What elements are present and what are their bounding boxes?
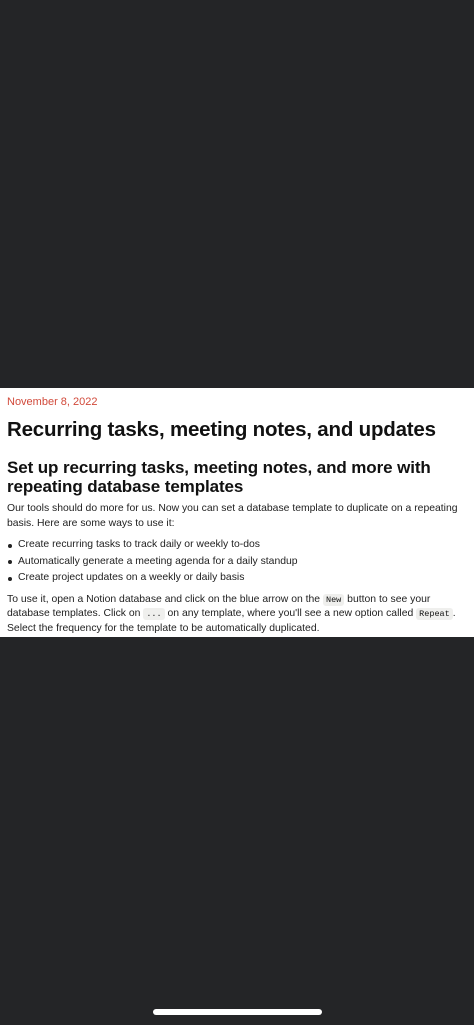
list-item-text: Automatically generate a meeting agenda for a daily standup [18, 555, 298, 567]
use-case-list [7, 537, 467, 587]
article-title: Recurring tasks, meeting notes, and updates [7, 418, 436, 441]
list-item [18, 554, 467, 571]
bullet-icon [8, 544, 12, 548]
usage-paragraph [7, 593, 467, 637]
code-more: ... [143, 608, 164, 620]
home-indicator[interactable] [153, 1009, 322, 1015]
list-item [18, 570, 467, 587]
code-new: New [323, 594, 344, 606]
usage-text-2: button to see your database templates. Click on [7, 593, 431, 619]
usage-text-4: . Select the frequency for the template to be automatically duplicated. [7, 608, 456, 634]
article-subtitle: Set up recurring tasks, meeting notes, and more with repeating database templates [7, 458, 431, 496]
usage-text-3: on any template, where you'll see a new option called [164, 608, 417, 619]
usage-text-1: To use it, open a Notion database and click on the blue arrow on the [7, 593, 323, 605]
release-note-card [0, 388, 474, 637]
release-date: November 8, 2022 [7, 396, 98, 408]
bullet-icon [8, 560, 12, 564]
bullet-icon [8, 577, 12, 581]
list-item-text: Create project updates on a weekly or daily basis [18, 572, 245, 583]
list-item [18, 537, 467, 554]
intro-paragraph: Our tools should do more for us. Now you can set a database template to duplicate on a repeating basis. Here are some ways to use it: [7, 503, 458, 529]
code-repeat: Repeat [416, 608, 453, 620]
list-item-text: Create recurring tasks to track daily or weekly to-dos [18, 539, 260, 550]
